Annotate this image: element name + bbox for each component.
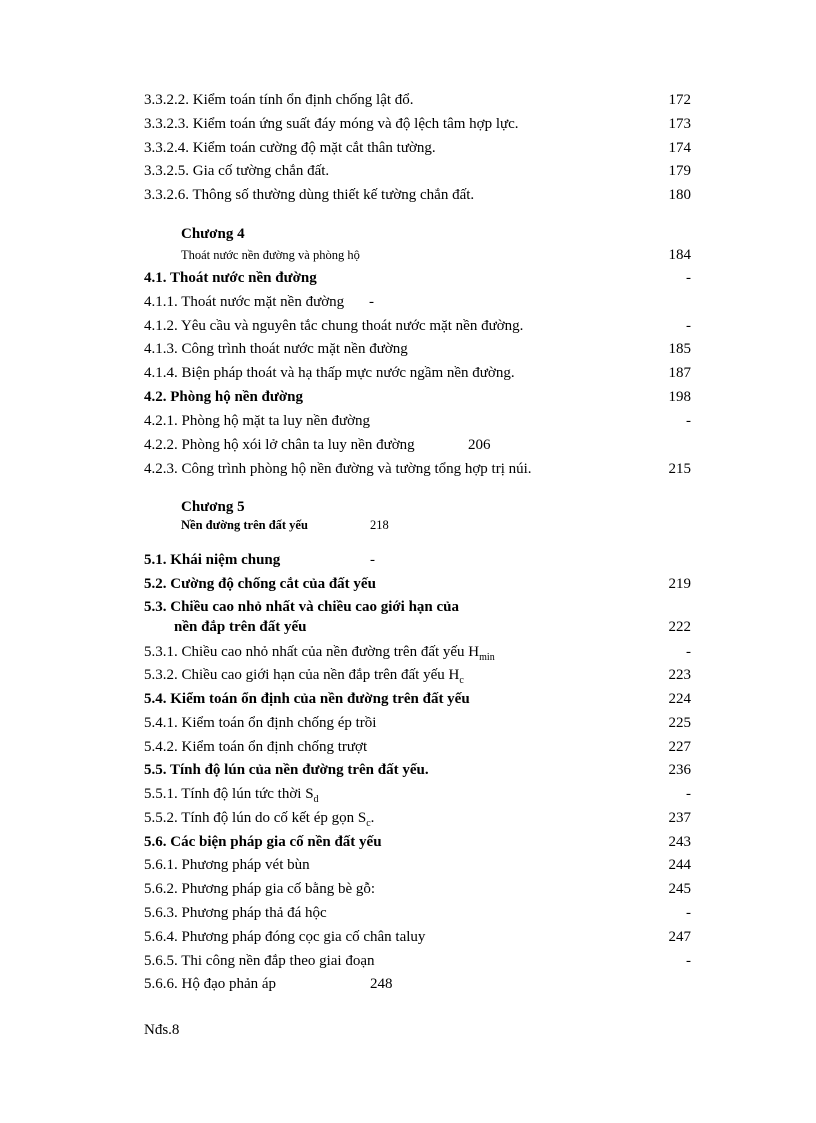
toc-section: [144, 688, 691, 710]
entry-title: 4.1.2. Yêu cầu và nguyên tắc chung thoát nước mặt nền đường.: [144, 318, 524, 334]
toc-entry: [144, 291, 691, 313]
toc-entry: [144, 137, 691, 159]
entry-page: 244: [668, 857, 691, 873]
entry-title: 4.1. Thoát nước nền đường: [144, 270, 317, 286]
entry-page: -: [686, 644, 691, 660]
toc-entry: [144, 338, 691, 360]
toc-entry: [144, 950, 691, 972]
entry-page: -: [686, 786, 691, 802]
entry-title: 3.3.2.2. Kiểm toán tính ổn định chống lật đổ.: [144, 92, 414, 108]
chapter-title-entry: [181, 514, 481, 536]
entry-page: 222: [668, 619, 691, 635]
chapter-label: Chương 4: [181, 226, 245, 242]
chapter-heading: [181, 223, 381, 245]
entry-title: nền đắp trên đất yếu: [174, 619, 307, 635]
entry-title: 5.6.3. Phương pháp thả đá hộc: [144, 905, 327, 921]
entry-title: 5.5.1. Tính độ lún tức thời $S_d$: [144, 786, 319, 805]
toc-entry: [144, 736, 691, 758]
entry-title: 4.1.3. Công trình thoát nước mặt nền đường: [144, 341, 408, 357]
entry-title: 5.4. Kiểm toán ổn định của nền đường trên đất yếu: [144, 691, 470, 707]
entry-title: 5.4.1. Kiểm toán ổn định chống ép trồi: [144, 715, 377, 731]
entry-page: 248: [370, 976, 393, 992]
entry-page: 236: [668, 762, 691, 778]
toc-section: [144, 267, 691, 289]
entry-title: 4.2.3. Công trình phòng hộ nền đường và tường tổng hợp trị núi.: [144, 461, 532, 477]
entry-page: -: [369, 294, 374, 310]
entry-page: 247: [668, 929, 691, 945]
entry-page: -: [686, 413, 691, 429]
entry-page: 187: [668, 365, 691, 381]
entry-title: 3.3.2.6. Thông số thường dùng thiết kế tường chắn đất.: [144, 187, 475, 203]
entry-page: 172: [668, 92, 691, 108]
entry-title: 3.3.2.3. Kiểm toán ứng suất đáy móng và độ lệch tâm hợp lực.: [144, 116, 519, 132]
toc-entry: [144, 807, 691, 829]
entry-page: -: [686, 270, 691, 286]
entry-title: 5.3.2. Chiều cao giới hạn của nền đắp trên đất yếu $H_c$: [144, 667, 464, 686]
toc-entry: [144, 926, 691, 948]
chapter-title: Nền đường trên đất yếu: [181, 518, 308, 532]
toc-entry: [144, 113, 691, 135]
entry-page: 179: [668, 163, 691, 179]
entry-title: 5.3. Chiều cao nhỏ nhất và chiều cao giới hạn của: [144, 599, 460, 615]
toc-entry: [144, 315, 691, 337]
toc-entry: [144, 664, 691, 686]
entry-page: 219: [668, 576, 691, 592]
toc-entry: [144, 973, 691, 995]
toc-entry: [144, 410, 691, 432]
toc-entry: [144, 184, 691, 206]
toc-section: [144, 573, 691, 595]
toc-entry: [144, 458, 691, 480]
toc-section: [144, 549, 691, 571]
page-footer: Nđs.8: [144, 1022, 180, 1038]
toc-entry: [144, 712, 691, 734]
chapter-label: Chương 5: [181, 499, 245, 515]
entry-page: -: [370, 552, 375, 568]
entry-title: 5.4.2. Kiểm toán ổn định chống trượt: [144, 739, 368, 755]
entry-title: 5.5.2. Tính độ lún do cố kết ép gọn $S_c$.: [144, 810, 375, 829]
toc-entry: [144, 902, 691, 924]
entry-title: 5.6.1. Phương pháp vét bùn: [144, 857, 310, 873]
entry-title: 5.5. Tính độ lún của nền đường trên đất yếu.: [144, 762, 429, 778]
chapter-title-entry: [144, 244, 691, 266]
entry-title: 4.2.2. Phòng hộ xói lở chân ta luy nền đường: [144, 437, 415, 453]
entry-title: 5.6.6. Hộ đạo phản áp: [144, 976, 277, 992]
toc-section: [144, 596, 691, 618]
entry-title: 5.6.2. Phương pháp gia cố bằng bè gỗ:: [144, 881, 376, 897]
entry-title: 5.6.4. Phương pháp đóng cọc gia cố chân taluy: [144, 929, 426, 945]
entry-page: 237: [668, 810, 691, 826]
toc-entry: [144, 854, 691, 876]
toc-entry: [144, 878, 691, 900]
entry-title: 5.6. Các biện pháp gia cố nền đất yếu: [144, 834, 382, 850]
entry-title: 4.1.1. Thoát nước mặt nền đường: [144, 294, 345, 310]
entry-page: 198: [668, 389, 691, 405]
entry-title: 5.3.1. Chiều cao nhỏ nhất của nền đường trên đất yếu $H_{min}$: [144, 644, 495, 663]
toc-section: [144, 831, 691, 853]
toc-entry: [144, 434, 691, 456]
toc-section: [144, 616, 691, 638]
entry-title: 4.2.1. Phòng hộ mặt ta luy nền đường: [144, 413, 371, 429]
entry-title: 3.3.2.5. Gia cố tường chắn đất.: [144, 163, 330, 179]
entry-page: 185: [668, 341, 691, 357]
toc-entry: [144, 783, 691, 805]
toc-entry: [144, 89, 691, 111]
entry-page: 174: [668, 140, 691, 156]
entry-page: 206: [468, 437, 491, 453]
toc-entry: [144, 362, 691, 384]
chapter-title: Thoát nước nền đường và phòng hộ: [181, 248, 360, 262]
toc-section: [144, 386, 691, 408]
entry-page: 180: [668, 187, 691, 203]
entry-title: 5.1. Khái niệm chung: [144, 552, 281, 568]
entry-page: 218: [370, 518, 389, 532]
entry-page: 227: [668, 739, 691, 755]
entry-page: 243: [668, 834, 691, 850]
toc-section: [144, 759, 691, 781]
entry-page: -: [686, 318, 691, 334]
toc-entry: [144, 641, 691, 663]
entry-page: 225: [668, 715, 691, 731]
entry-page: 245: [668, 881, 691, 897]
entry-page: 184: [668, 247, 691, 263]
entry-page: -: [686, 905, 691, 921]
entry-page: 224: [668, 691, 691, 707]
entry-title: 5.2. Cường độ chống cắt của đất yếu: [144, 576, 376, 592]
entry-title: 4.1.4. Biện pháp thoát và hạ thấp mực nước ngầm nền đường.: [144, 365, 515, 381]
entry-page: -: [686, 953, 691, 969]
entry-page: 173: [668, 116, 691, 132]
entry-page: 215: [668, 461, 691, 477]
entry-title: 3.3.2.4. Kiểm toán cường độ mặt cắt thân tường.: [144, 140, 436, 156]
entry-title: 4.2. Phòng hộ nền đường: [144, 389, 304, 405]
entry-page: 223: [668, 667, 691, 683]
toc-entry: [144, 160, 691, 182]
entry-title: 5.6.5. Thi công nền đắp theo giai đoạn: [144, 953, 375, 969]
